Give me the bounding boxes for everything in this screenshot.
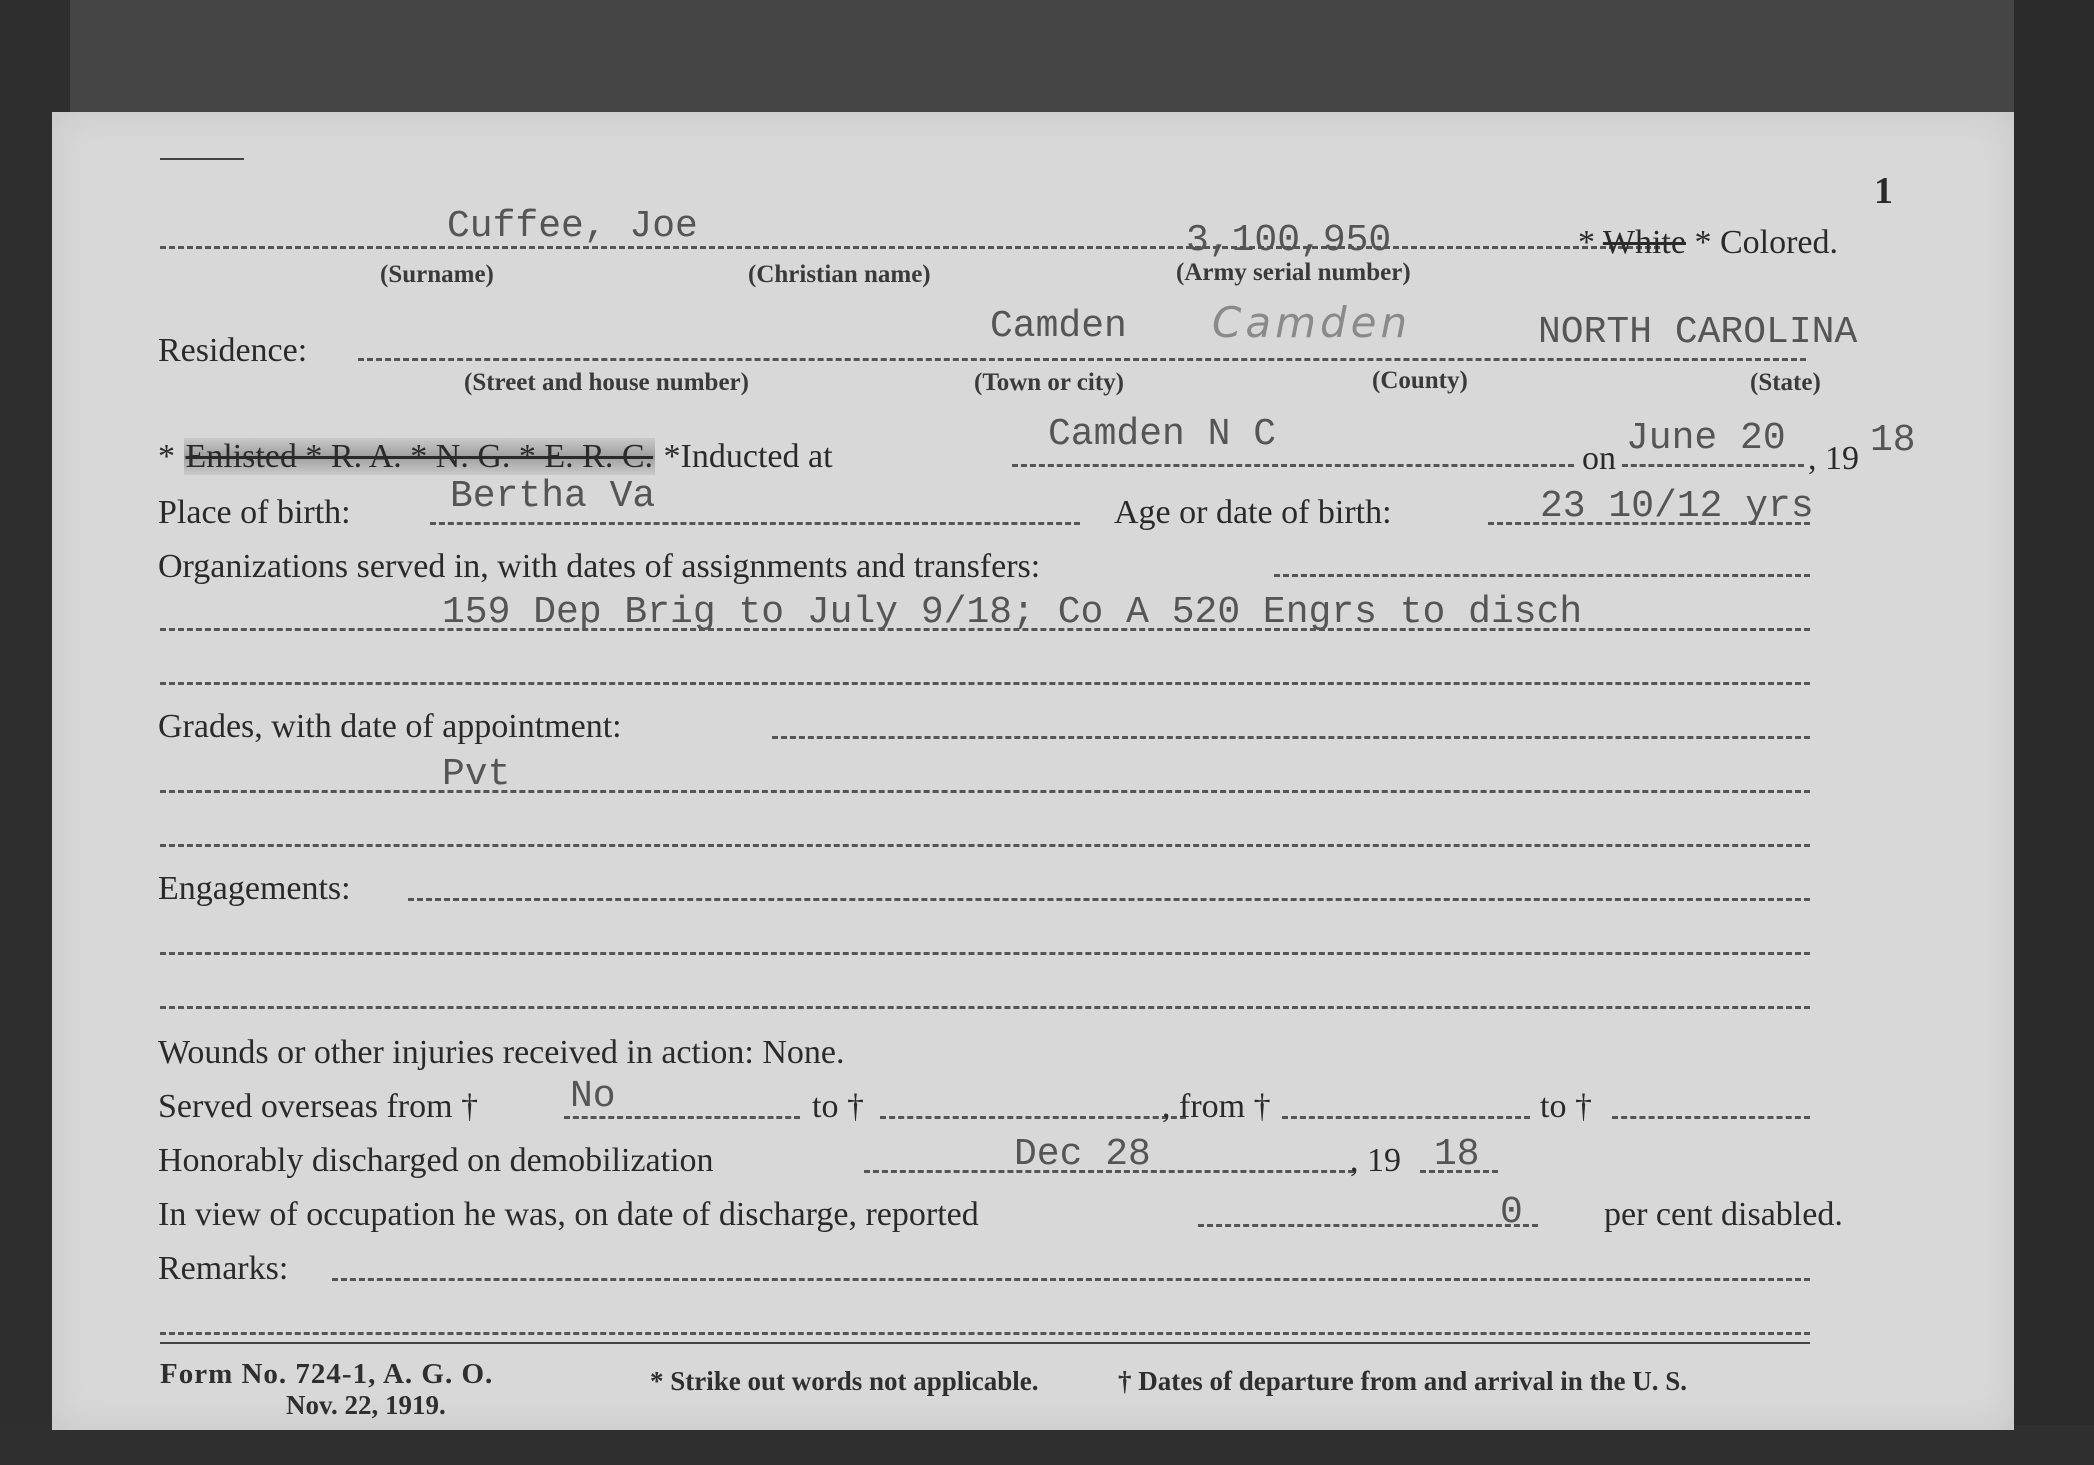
grades-line-2 [160,790,1810,793]
overseas-from2-line [1282,1116,1530,1119]
disability-suffix: per cent disabled. [1604,1196,1843,1233]
form-number: Form No. 724-1, A. G. O. [160,1358,494,1390]
inducted-line [1012,464,1574,467]
overseas-from-value: No [570,1075,616,1118]
overseas-to-label: to † [812,1088,864,1125]
residence-state-value: NORTH CAROLINA [1538,311,1858,354]
overseas-to-line [880,1116,1186,1119]
remarks-line-2 [160,1332,1810,1335]
engagements-line-3 [160,1006,1810,1009]
enlistment-field: * Enlisted * R. A. * N. G. * E. R. C. *Inducted at [158,438,833,475]
service-record-card [52,112,2014,1430]
race-colored: Colored. [1719,224,1839,261]
place-of-birth-line [430,522,1080,525]
residence-county-value: Camden [1212,298,1412,347]
grades-line-3 [160,844,1810,847]
engagements-line-2 [160,952,1810,955]
name-line [160,246,1660,249]
induction-date-value: June 20 [1626,417,1786,460]
engagements-label: Engagements: [158,870,351,907]
organizations-line-1 [1274,574,1810,577]
organizations-line-3 [160,682,1810,685]
disability-line [1198,1224,1538,1227]
state-caption: (State) [1750,369,1821,396]
serial-caption: (Army serial number) [1176,259,1411,286]
age-value: 23 10/12 yrs [1540,485,1814,528]
street-caption: (Street and house number) [464,369,749,396]
discharge-date-value: Dec 28 [1014,1133,1151,1176]
discharge-year-value: 18 [1434,1133,1480,1176]
scanner-background-right [2014,0,2094,1465]
residence-line [358,358,1806,361]
induction-year-prefix: 19 [1825,440,1859,477]
scanner-background-bottom [0,1425,2094,1465]
name-value: Cuffee, Joe [447,205,698,248]
page-number: 1 [1874,170,1893,212]
age-label: Age or date of birth: [1114,494,1392,531]
serial-value: 3,100,950 [1186,219,1392,262]
induction-date-line [1622,464,1804,467]
county-caption: (County) [1372,367,1468,394]
organizations-label: Organizations served in, with dates of assignments and transfers: [158,548,1041,585]
engagements-line-1 [408,898,1810,901]
race-field: * White * Colored. [1578,224,1839,261]
grades-value: Pvt [442,753,511,796]
overseas-to2-line [1612,1116,1810,1119]
grades-label: Grades, with date of appointment: [158,708,622,745]
town-caption: (Town or city) [974,369,1124,396]
residence-town-value: Camden [990,305,1127,348]
inducted-label: Inducted at [680,438,833,475]
christian-name-caption: (Christian name) [748,261,931,288]
induction-year-value: 18 [1870,419,1916,462]
form-date: Nov. 22, 1919. [286,1390,446,1420]
induction-year-field: , 19 [1808,440,1859,477]
remarks-label: Remarks: [158,1250,289,1287]
race-white-struck: White [1602,224,1686,261]
place-of-birth-value: Bertha Va [450,475,656,518]
disability-label: In view of occupation he was, on date of discharge, reported [158,1196,979,1233]
discharge-year-prefix: , 19 [1350,1142,1401,1179]
disability-value: 0 [1500,1191,1523,1234]
on-label: on [1582,440,1616,477]
strike-note: * Strike out words not applicable. [650,1366,1039,1396]
wounds-value: None. [762,1034,845,1071]
residence-label: Residence: [158,332,308,369]
overseas-from2-label: , from † [1162,1088,1271,1125]
overseas-to2-label: to † [1540,1088,1592,1125]
wounds-field [158,1036,845,1070]
top-left-rule [160,158,244,160]
wounds-label: Wounds or other injuries received in action: [158,1034,754,1071]
remarks-line-1 [332,1278,1810,1281]
overseas-label: Served overseas from † [158,1088,479,1125]
surname-caption: (Surname) [380,261,494,288]
footer-rule [160,1342,1810,1344]
organizations-value: 159 Dep Brig to July 9/18; Co A 520 Engrs to disch [442,591,1583,634]
grades-line-1 [772,736,1810,739]
discharge-label: Honorably discharged on demobilization [158,1142,714,1179]
dates-note: † Dates of departure from and arrival in the U. S. [1118,1366,1687,1396]
inducted-value: Camden N C [1048,413,1277,456]
enlisted-struck-text: Enlisted * R. A. * N. G. * E. R. C. [185,438,654,475]
place-of-birth-label: Place of birth: [158,494,351,531]
scanner-background-top [0,0,2094,120]
